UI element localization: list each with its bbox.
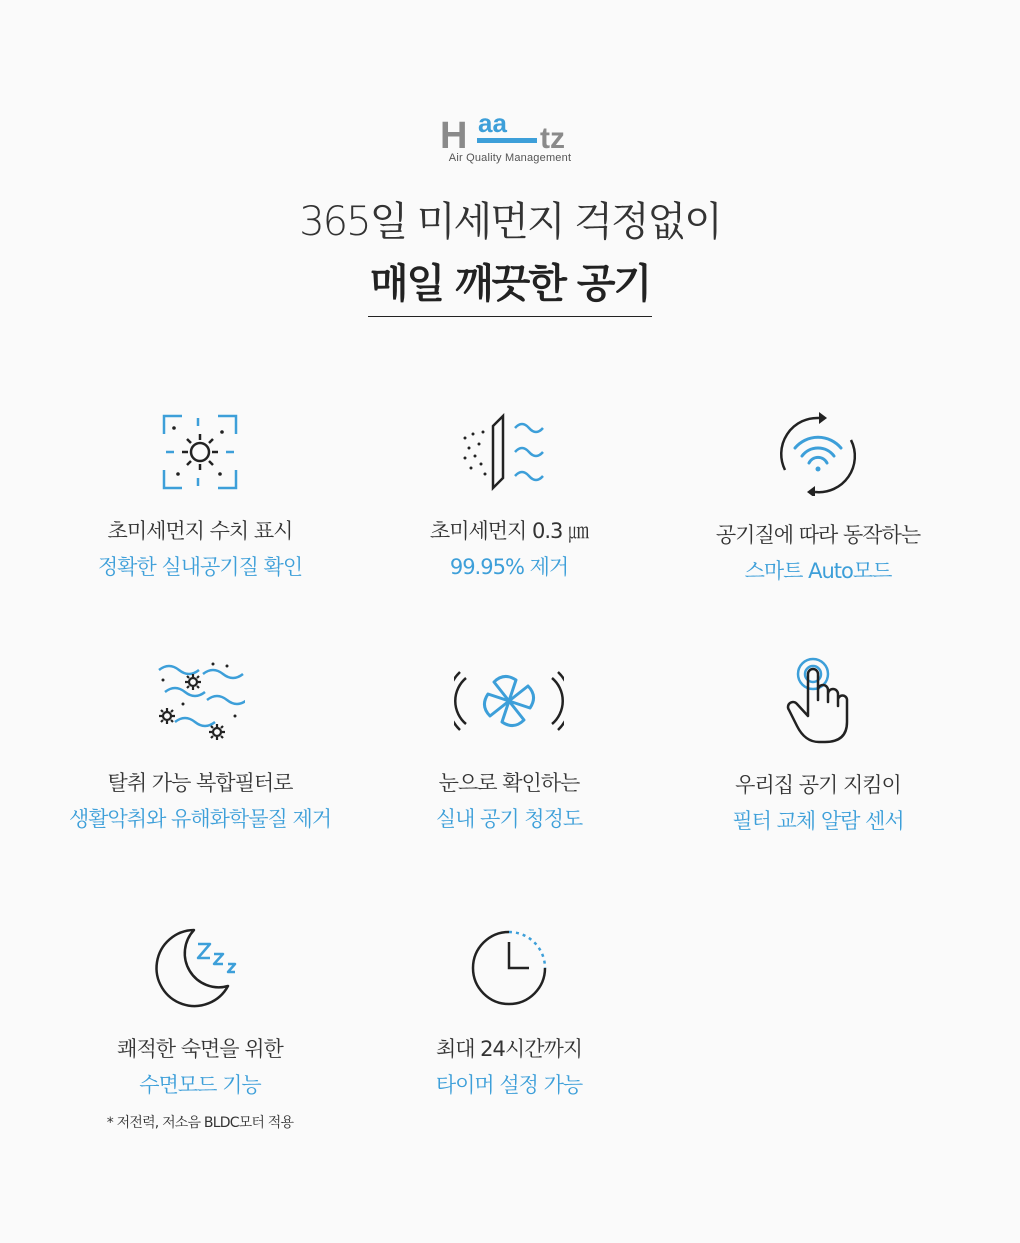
headline [0, 196, 1020, 317]
headline-line2: 매일 깨끗한 공기 [368, 258, 652, 317]
feature-timer [349, 926, 669, 1100]
feature-note: * 저전력, 저소음 BLDC모터 적용 [106, 1115, 294, 1131]
feature-title: 탈취 가능 복합필터로 [107, 771, 293, 795]
feature-title: 최대 24시간까지 [435, 1037, 583, 1061]
feature-title: 초미세먼지 수치 표시 [107, 519, 293, 543]
feature-subtitle: 필터 교체 알람 센서 [732, 809, 904, 833]
fan-icon [454, 658, 564, 744]
svg-text:tz: tz [540, 122, 565, 150]
feature-sleep-mode [40, 926, 360, 1132]
svg-text:H: H [440, 115, 468, 150]
feature-title: 쾌적한 숙면을 위한 [117, 1037, 283, 1061]
feature-subtitle: 타이머 설정 가능 [435, 1073, 583, 1097]
feature-title: 우리집 공기 지킴이 [735, 773, 901, 797]
sun-dust-display-icon [160, 412, 240, 492]
sleep-moon-icon [150, 926, 250, 1010]
feature-auto-mode [658, 412, 978, 586]
headline-line1: 365일 미세먼지 걱정없이 [299, 199, 721, 245]
svg-text:aa: aa [478, 108, 507, 138]
haatz-logo-icon [440, 108, 580, 150]
feature-subtitle: 정확한 실내공기질 확인 [97, 555, 303, 579]
feature-title: 눈으로 확인하는 [438, 771, 580, 795]
feature-title: 초미세먼지 0.3 ㎛ [429, 519, 589, 543]
feature-filter-alarm [658, 656, 978, 836]
feature-dust-display [40, 412, 360, 582]
touch-sensor-icon [783, 656, 853, 746]
feature-subtitle: 수면모드 기능 [139, 1073, 261, 1097]
deodorization-icon [155, 658, 245, 744]
brand-tagline: Air Quality Management [448, 152, 572, 164]
feature-deodorization [40, 658, 360, 834]
feature-subtitle: 스마트 Auto모드 [744, 559, 892, 583]
feature-title: 공기질에 따라 동작하는 [715, 523, 921, 547]
feature-fan-display [349, 658, 669, 834]
auto-mode-icon [773, 412, 863, 496]
brand-logo [0, 108, 1020, 164]
feature-subtitle: 실내 공기 청정도 [435, 807, 583, 831]
timer-clock-icon [467, 926, 551, 1010]
feature-subtitle: 99.95% 제거 [449, 555, 569, 579]
filter-removal-icon [459, 412, 559, 492]
feature-subtitle: 생활악취와 유해화학물질 제거 [68, 807, 332, 831]
feature-filter-removal [349, 412, 669, 582]
